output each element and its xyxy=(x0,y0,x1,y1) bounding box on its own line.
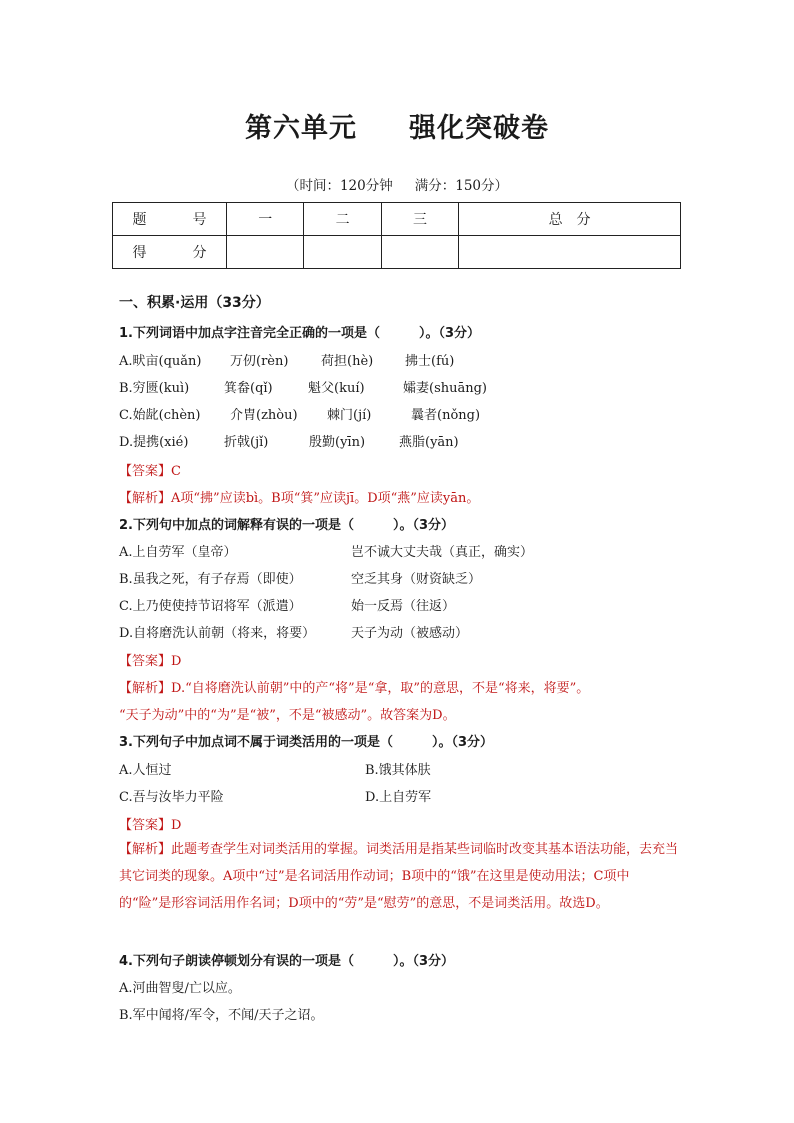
score-table-cell: 得 分 xyxy=(113,236,227,269)
exam-time: （时间：120分钟 xyxy=(285,178,393,194)
option-item: 介胄(zhòu) xyxy=(230,408,298,423)
question-3-analysis xyxy=(119,836,679,917)
analysis-text: 此题考查学生对词类活用的掌握。词类活用是指某些词临时改变其基本语法功能，去充当其它词类的现象。A项中“过”是名词活用作动词；B项中的“饿”在这里是使动用法；C项中的“险”是形容词活用作名词；D项中的“劳”是“慰劳”的意思，不是词类活用。故选D。 xyxy=(119,842,679,911)
exam-full-score: 满分：150分） xyxy=(414,178,509,194)
page-title xyxy=(0,106,794,145)
option-item: C.始龀(chèn) xyxy=(119,408,201,423)
answer-value: D xyxy=(171,654,182,669)
question-4-option-b: B.军中闻将/军令，不闻/天子之诏。 xyxy=(119,1008,324,1023)
option-item: A.人恒过 xyxy=(119,763,172,778)
question-2-analysis-cont: “天子为动”中的“为”是“被”，不是“被感动”。故答案为D。 xyxy=(119,708,456,723)
question-3-options-ab xyxy=(119,759,431,778)
question-2-answer xyxy=(119,650,181,669)
option-item: 箕畚(qǐ) xyxy=(224,381,273,396)
score-entry-cell[interactable] xyxy=(381,236,458,269)
answer-value: C xyxy=(171,464,181,479)
question-1-option-c xyxy=(119,404,480,423)
question-2-row xyxy=(119,622,468,641)
question-1-option-b xyxy=(119,377,487,396)
score-table-cell: 三 xyxy=(381,203,458,236)
question-1-analysis xyxy=(119,487,479,506)
option-item: 魁父(kuí) xyxy=(308,381,365,396)
option-item: D.上自劳军 xyxy=(365,790,432,805)
question-1-option-d xyxy=(119,431,459,450)
option-item: 天子为动（被感动） xyxy=(351,626,469,641)
question-4-option-a: A.河曲智叟/亡以应。 xyxy=(119,981,241,996)
analysis-label: 【解析】 xyxy=(119,681,172,696)
question-2-row xyxy=(119,541,533,560)
question-1-answer xyxy=(119,460,181,479)
score-table-cell: 一 xyxy=(227,203,304,236)
question-3-answer xyxy=(119,814,181,833)
option-item: A.畎亩(quǎn) xyxy=(119,354,202,369)
option-item: 始一反焉（往返） xyxy=(351,599,456,614)
section-heading: 一、积累·运用（33分） xyxy=(119,295,270,311)
answer-label: 【答案】 xyxy=(119,654,172,669)
score-table-cell: 总 分 xyxy=(459,203,681,236)
option-item: D.提携(xié) xyxy=(119,435,189,450)
title-unit: 第六单元 xyxy=(245,113,357,144)
score-table-cell: 二 xyxy=(304,203,381,236)
score-entry-cell[interactable] xyxy=(227,236,304,269)
question-2-row xyxy=(119,595,455,614)
option-item: 殷勤(yīn) xyxy=(309,435,366,450)
option-item: B.饿其体肤 xyxy=(365,763,431,778)
option-item: 拂士(fú) xyxy=(405,354,455,369)
question-3-options-cd xyxy=(119,786,431,805)
option-item: C.上乃使使持节诏将军（派遣） xyxy=(119,599,302,614)
question-2-row xyxy=(119,568,481,587)
analysis-text: D.“自将磨洗认前朝”中的产“将”是“拿，取”的意思，不是“将来，将要”。 xyxy=(171,681,590,696)
title-name: 强化突破卷 xyxy=(409,113,549,144)
option-item: 空乏其身（财资缺乏） xyxy=(351,572,482,587)
answer-value: D xyxy=(171,818,182,833)
score-table-score-row xyxy=(113,236,681,269)
option-item: 棘门(jí) xyxy=(327,408,372,423)
score-table xyxy=(112,202,681,269)
score-table-header-row xyxy=(113,203,681,236)
score-entry-cell[interactable] xyxy=(459,236,681,269)
score-entry-cell[interactable] xyxy=(304,236,381,269)
option-item: B.虽我之死，有子存焉（即使） xyxy=(119,572,302,587)
question-4-stem: 4.下列句子朗读停顿划分有误的一项是（ ）。（3分） xyxy=(119,954,455,969)
question-2-stem: 2.下列句中加点的词解释有误的一项是（ ）。（3分） xyxy=(119,518,455,533)
question-1-option-a xyxy=(119,350,454,369)
option-item: 岂不诚大丈夫哉（真正，确实） xyxy=(351,545,534,560)
option-item: C.吾与汝毕力平险 xyxy=(119,790,224,805)
question-3-stem: 3.下列句子中加点词不属于词类活用的一项是（ ）。（3分） xyxy=(119,735,494,750)
answer-label: 【答案】 xyxy=(119,818,172,833)
option-item: 折戟(jǐ) xyxy=(224,435,269,450)
exam-meta xyxy=(0,174,794,194)
option-item: 曩者(nǒng) xyxy=(411,408,481,423)
question-2-analysis xyxy=(119,677,589,696)
option-item: B.穷匮(kuì) xyxy=(119,381,190,396)
analysis-text: A项“拂”应读bì。B项“箕”应读jī。D项“燕”应读yān。 xyxy=(171,491,480,506)
answer-label: 【答案】 xyxy=(119,464,172,479)
option-item: 荷担(hè) xyxy=(321,354,374,369)
option-item: 燕脂(yān) xyxy=(399,435,459,450)
option-item: 孀妻(shuāng) xyxy=(403,381,488,396)
score-table-cell: 题 号 xyxy=(113,203,227,236)
analysis-label: 【解析】 xyxy=(119,842,172,857)
question-1-stem: 1.下列词语中加点字注音完全正确的一项是（ ）。（3分） xyxy=(119,326,481,341)
option-item: D.自将磨洗认前朝（将来，将要） xyxy=(119,626,316,641)
option-item: A.上自劳军（皇帝） xyxy=(119,545,237,560)
option-item: 万仞(rèn) xyxy=(230,354,289,369)
analysis-label: 【解析】 xyxy=(119,491,172,506)
